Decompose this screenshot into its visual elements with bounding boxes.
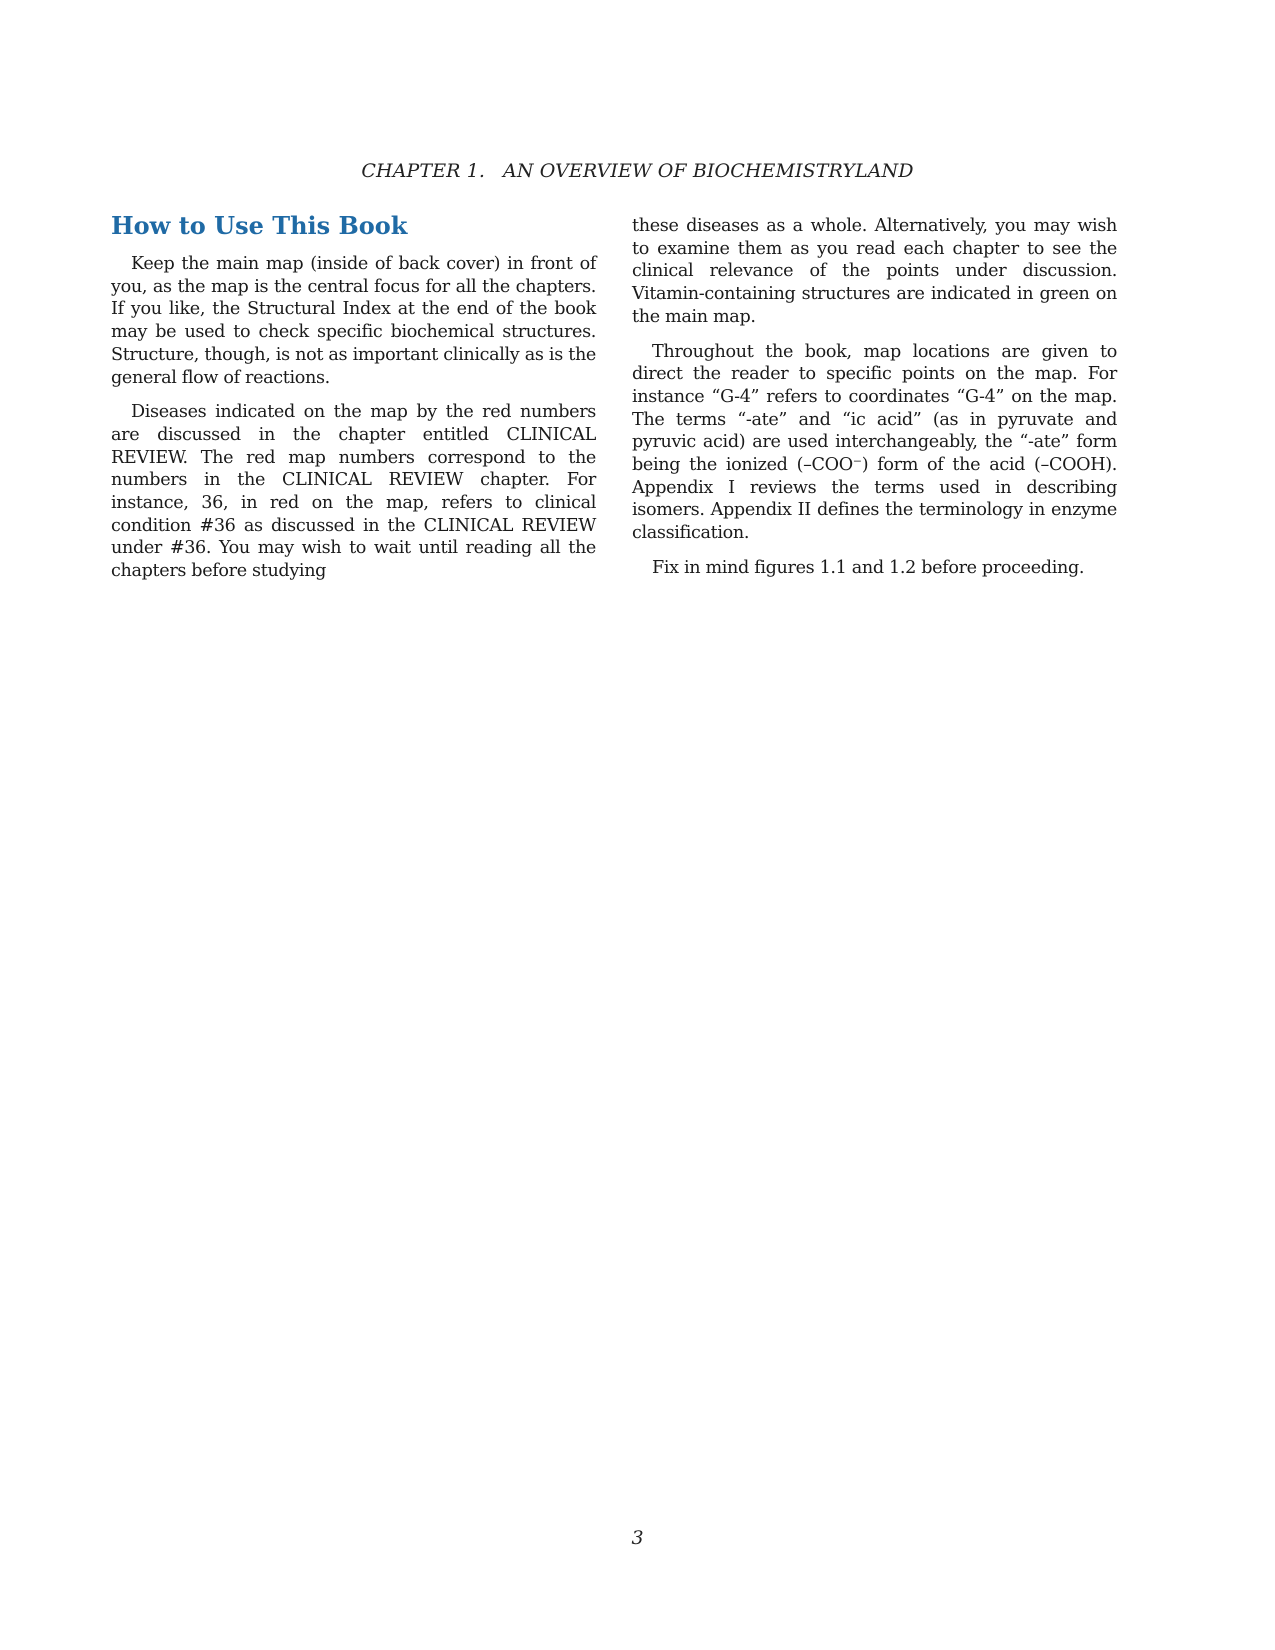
body-paragraph: Keep the main map (inside of back cover) in front of you, as the map is the central focus for all the chapters. If you like, the Structural Index at the end of the book may be used to check specific biochemical structures. Structure, though, is not as important clinically as is the general flow of reactions. (111, 254, 596, 388)
body-paragraph: these diseases as a whole. Alternatively, you may wish to examine them as you read each chapter to see the clinical relevance of the points under discussion. Vitamin-containing structures are indicated in green on the main map. (632, 216, 1117, 327)
section-heading: How to Use This Book (111, 211, 408, 240)
body-paragraph: Throughout the book, map locations are given to direct the reader to specific points on the map. For instance “G-4” refers to coordinates “G-4” on the map. The terms “-ate” and “ic acid” (as in pyruvate and pyruvic acid) are used interchangeably, the “-ate” form being the ionized (–COO⁻) form of the acid (–COOH). Appendix I reviews the terms used in describing isomers. Appendix II defines the terminology in enzyme classification. (632, 341, 1117, 544)
running-head (0, 160, 1275, 182)
right-column (632, 215, 1117, 592)
left-column (111, 212, 596, 595)
body-paragraph: Diseases indicated on the map by the red numbers are discussed in the chapter entitled CLINICAL REVIEW. The red map numbers correspond to the numbers in the CLINICAL REVIEW chapter. For instance, 36, in red on the map, refers to clinical condition #36 as discussed in the CLINICAL REVIEW under #36. You may wish to wait until reading all the chapters before studying (111, 402, 596, 582)
chapter-title: AN OVERVIEW OF BIOCHEMISTRYLAND (503, 160, 914, 182)
chapter-label: CHAPTER 1. (361, 160, 486, 182)
page-number: 3 (631, 1527, 644, 1549)
body-paragraph: Fix in mind figures 1.1 and 1.2 before proceeding. (652, 557, 1085, 578)
